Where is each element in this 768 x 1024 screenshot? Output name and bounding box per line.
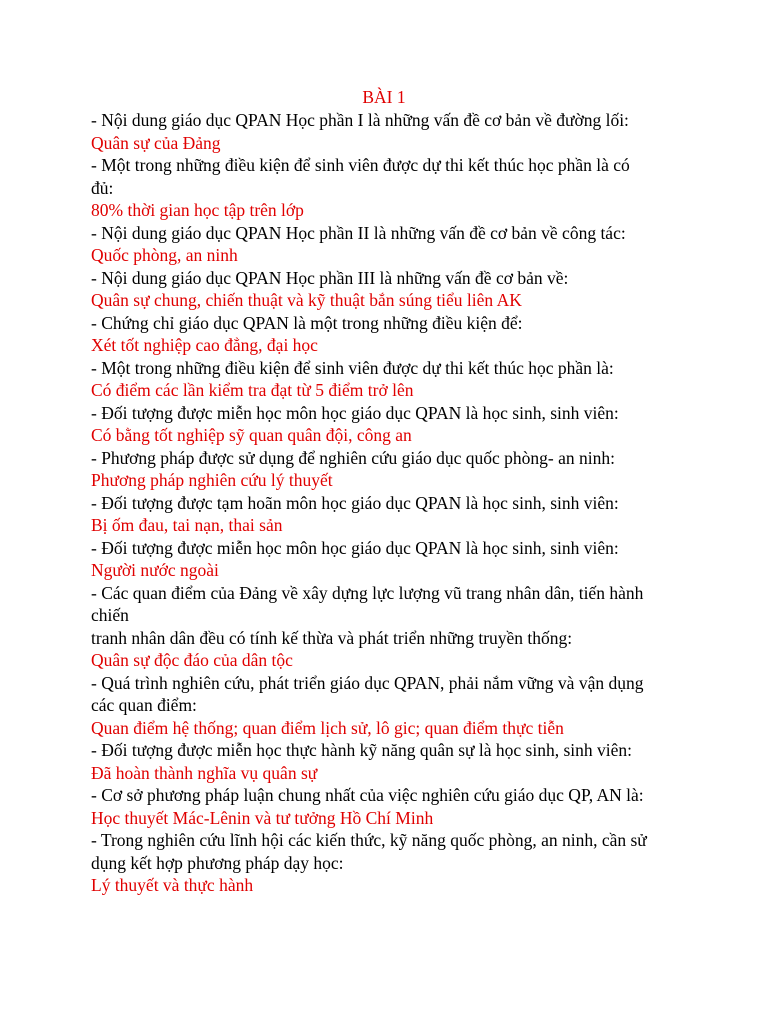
qa-item (91, 267, 691, 312)
answer-line: Bị ốm đau, tai nạn, thai sản (91, 515, 283, 535)
question-line: - Nội dung giáo dục QPAN Học phần I là những vấn đề cơ bản về đường lối: (91, 110, 629, 130)
question-line: - Đối tượng được miễn học môn học giáo dục QPAN là học sinh, sinh viên: (91, 537, 619, 558)
qa-item (91, 109, 691, 154)
answer-line: Quan điểm hệ thống; quan điểm lịch sử, lô gic; quan điểm thực tiễn (91, 717, 564, 738)
answer-line: Người nước ngoài (91, 560, 219, 580)
page-title: BÀI 1 (362, 87, 406, 107)
answer-line: Đã hoàn thành nghĩa vụ quân sự (91, 762, 318, 783)
answer-line: Quân sự của Đảng (91, 132, 221, 153)
question-line: - Đối tượng được tạm hoãn môn học giáo dục QPAN là học sinh, sinh viên: (91, 492, 619, 513)
qa-item (91, 739, 691, 784)
question-line: - Trong nghiên cứu lĩnh hội các kiến thức, kỹ năng quốc phòng, an ninh, cần sử (91, 830, 647, 850)
answer-line: 80% thời gian học tập trên lớp (91, 200, 304, 220)
answer-line: Quốc phòng, an ninh (91, 245, 238, 265)
answer-line: Quân sự độc đáo của dân tộc (91, 650, 293, 670)
question-line: - Chứng chỉ giáo dục QPAN là một trong những điều kiện để: (91, 312, 523, 333)
qa-item (91, 829, 691, 897)
qa-item (91, 222, 691, 267)
question-line: các quan điểm: (91, 695, 197, 715)
answer-line: Quân sự chung, chiến thuật và kỹ thuật bắn súng tiểu liên AK (91, 290, 522, 310)
question-line: dụng kết hợp phương pháp dạy học: (91, 852, 344, 873)
qa-item (91, 492, 691, 537)
answer-line: Học thuyết Mác-Lênin và tư tưởng Hồ Chí Minh (91, 807, 434, 828)
question-line: - Phương pháp được sử dụng để nghiên cứu giáo dục quốc phòng- an ninh: (91, 447, 616, 468)
qa-item (91, 672, 691, 740)
question-line: - Các quan điểm của Đảng về xây dựng lực lượng vũ trang nhân dân, tiến hành (91, 582, 644, 603)
question-line: - Nội dung giáo dục QPAN Học phần II là những vấn đề cơ bản về công tác: (91, 222, 626, 243)
qa-item (91, 537, 691, 582)
qa-item (91, 357, 691, 402)
question-line: tranh nhân dân đều có tính kế thừa và phát triển những truyền thống: (91, 627, 573, 648)
question-line: - Đối tượng được miễn học thực hành kỹ năng quân sự là học sinh, sinh viên: (91, 740, 633, 760)
qa-list (91, 109, 691, 897)
answer-line: Phương pháp nghiên cứu lý thuyết (91, 470, 333, 490)
question-line: - Đối tượng được miễn học môn học giáo dục QPAN là học sinh, sinh viên: (91, 402, 619, 423)
qa-item (91, 447, 691, 492)
question-line: - Cơ sở phương pháp luận chung nhất của việc nghiên cứu giáo dục QP, AN là: (91, 785, 644, 805)
qa-item (91, 582, 691, 672)
question-line: - Quá trình nghiên cứu, phát triển giáo dục QPAN, phải nắm vững và vận dụng (91, 672, 644, 693)
question-line: - Một trong những điều kiện để sinh viên được dự thi kết thúc học phần là có (91, 155, 630, 175)
qa-item (91, 312, 691, 357)
answer-line: Lý thuyết và thực hành (91, 875, 254, 895)
answer-line: Có bằng tốt nghiệp sỹ quan quân đội, công an (91, 425, 412, 445)
question-line: - Một trong những điều kiện để sinh viên được dự thi kết thúc học phần là: (91, 357, 614, 378)
qa-item (91, 154, 691, 222)
qa-item (91, 402, 691, 447)
question-line: chiến (91, 605, 129, 625)
question-line: đủ: (91, 177, 114, 198)
answer-line: Xét tốt nghiệp cao đẳng, đại học (91, 335, 318, 355)
answer-line: Có điểm các lần kiểm tra đạt từ 5 điểm trở lên (91, 380, 414, 400)
question-line: - Nội dung giáo dục QPAN Học phần III là những vấn đề cơ bản về: (91, 267, 569, 288)
qa-item (91, 784, 691, 829)
